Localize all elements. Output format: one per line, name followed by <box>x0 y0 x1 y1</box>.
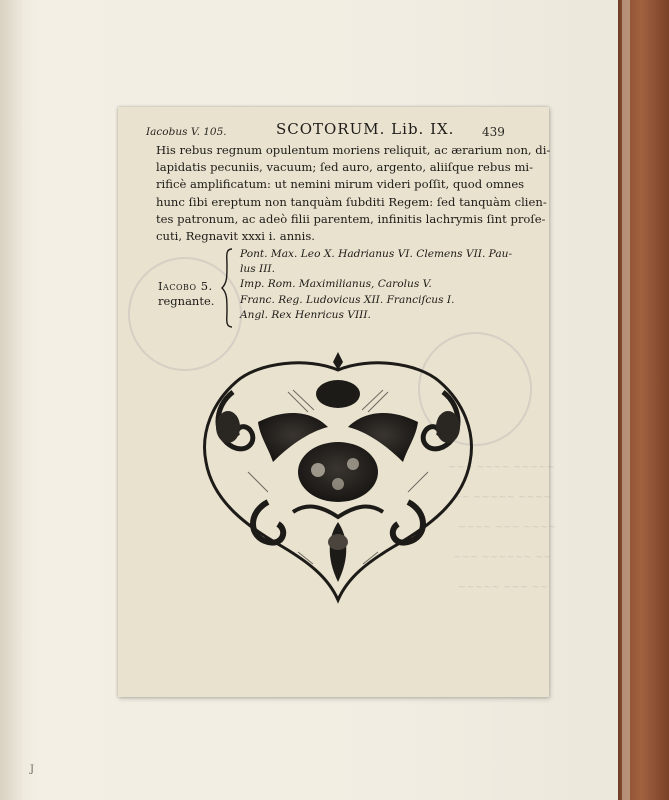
running-head <box>118 118 549 140</box>
running-head-left: Iacobus V. 105. <box>146 126 227 138</box>
binding-gutter <box>0 0 22 800</box>
contemporary-entry: Imp. Rom. Maximilianus, Carolus V. <box>240 278 432 291</box>
text-line: hunc ſibi ereptum non tanquàm ſubditi Regem: ſed tanquàm clien- <box>156 194 547 209</box>
text-line: rificè amplificatum: ut nemini mirum videri poſſit, quod omnes <box>156 177 525 192</box>
ruler-regnante: regnante. <box>158 294 215 308</box>
contemporaries-table <box>158 247 518 327</box>
page-number: 439 <box>482 125 505 139</box>
tipped-in-leaf <box>118 107 557 697</box>
book-cover-edge <box>618 0 669 800</box>
ruler-name <box>158 279 214 309</box>
ornament-tailpiece-icon <box>188 352 488 607</box>
show-through-text: ~~~~~ ~~~ ~~ <box>458 582 549 593</box>
show-through-text: ~~~ ~~~~ ~~~~~ <box>448 462 555 473</box>
contemporary-entry: Franc. Reg. Ludovicus XII. Franciſcus I. <box>240 293 455 306</box>
body-paragraph <box>156 142 551 245</box>
text-line: cuti, Regnavit xxxi i. annis. <box>156 229 315 244</box>
show-through-text: ~~~~ ~~~ ~~~~ <box>458 522 557 533</box>
text-line: His rebus regnum opulentum moriens reliquit, ac ærarium non, di- <box>156 143 551 157</box>
contemporary-entry: Pont. Max. Leo X. Hadrianus VI. Clemens VII. Pau- <box>240 248 513 260</box>
text-line: tes patronum, ac adeò filii parentem, infinitis lachrymis ſint proſe- <box>156 211 546 226</box>
show-through-text: ~~ ~~~~~ ~~~~ <box>453 492 552 503</box>
curly-brace-icon <box>220 247 236 329</box>
ruler-name-line: Iacobo 5. <box>158 279 213 293</box>
contemporary-entry: Angl. Rex Henricus VIII. <box>240 308 371 321</box>
text-line: lapidatis pecuniis, vacuum; ſed auro, argento, aliiſque rebus mi- <box>156 160 534 175</box>
running-head-title: SCOTORUM. Lib. IX. <box>276 120 455 138</box>
contemporary-entry: lus III. <box>240 263 275 276</box>
show-through-text: ~~~ ~~~~~~ ~~ <box>453 552 552 563</box>
contemporaries-list <box>240 247 530 323</box>
margin-mark: J <box>30 764 35 775</box>
